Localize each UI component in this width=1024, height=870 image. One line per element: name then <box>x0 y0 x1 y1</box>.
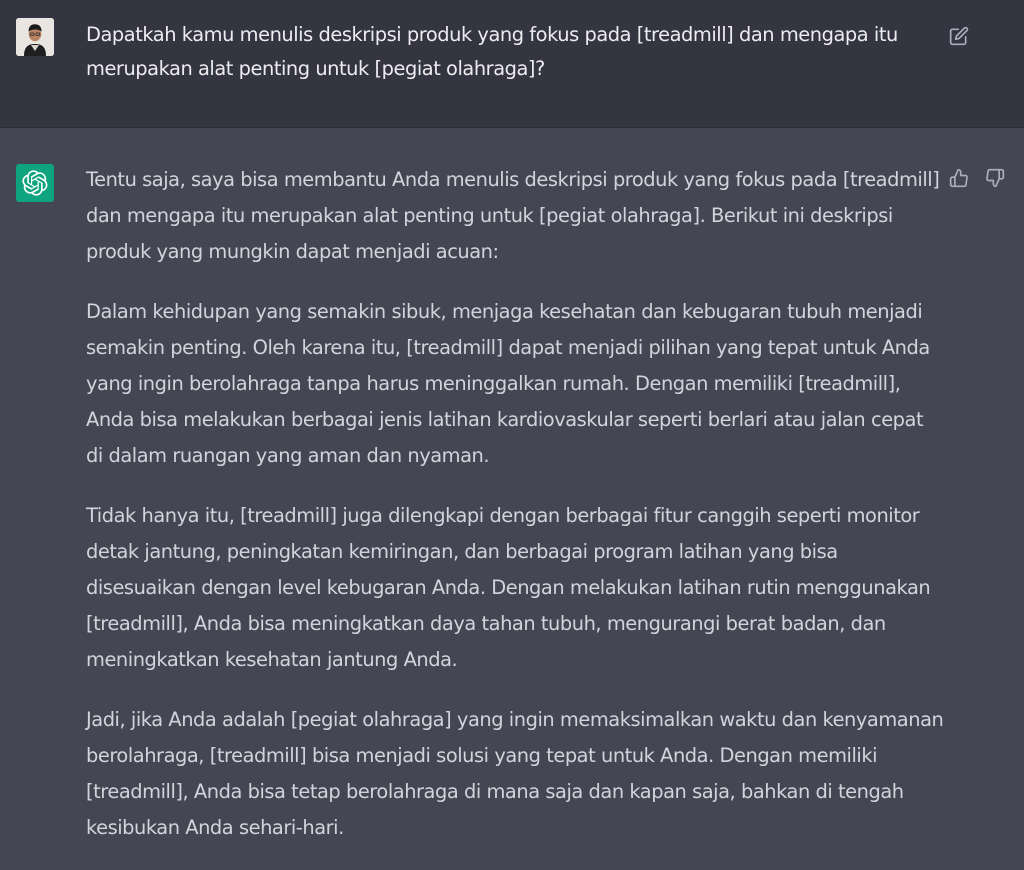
user-avatar <box>16 18 54 56</box>
thumbs-up-icon[interactable] <box>947 166 971 190</box>
assistant-avatar <box>16 164 54 202</box>
paragraph-4: Jadi, jika Anda adalah [pegiat olahraga] yang ingin memaksimalkan waktu dan kenyamanan berolahraga, [treadmill] bisa menjadi solusi yang tepat untuk Anda. Dengan memiliki [treadmill], Anda bisa tetap berolahraga di mana saja dan kapan saja, bahkan di tengah kesibukan Anda sehari-hari. <box>86 708 944 839</box>
paragraph-2: Dalam kehidupan yang semakin sibuk, menjaga kesehatan dan kebugaran tubuh menjadi semakin penting. Oleh karena itu, [treadmill] dapat menjadi pilihan yang tepat untuk Anda yang ingin berolahraga tanpa harus meninggalkan rumah. Dengan memiliki [treadmill], Anda bisa melakukan berbagai jenis latihan kardiovaskular seperti berlari atau jalan cepat di dalam ruangan yang aman dan nyaman. <box>86 300 930 467</box>
thumbs-down-icon[interactable] <box>983 166 1007 190</box>
edit-icon[interactable] <box>947 24 971 48</box>
user-message-row <box>0 0 1024 128</box>
user-message-text: Dapatkah kamu menulis deskripsi produk yang fokus pada [treadmill] dan mengapa itu merupakan alat penting untuk [pegiat olahraga]? <box>86 23 898 80</box>
assistant-message-text <box>86 162 944 870</box>
paragraph-1: Tentu saja, saya bisa membantu Anda menulis deskripsi produk yang fokus pada [treadmill] dan mengapa itu merupakan alat penting untuk [pegiat olahraga]. Berikut ini deskripsi produk yang mungkin dapat menjadi acuan: <box>86 168 940 263</box>
assistant-message-row <box>0 128 1024 856</box>
openai-logo-icon <box>22 170 48 196</box>
user-photo-icon <box>16 18 54 56</box>
paragraph-3: Tidak hanya itu, [treadmill] juga dilengkapi dengan berbagai fitur canggih seperti monitor detak jantung, peningkatan kemiringan, dan berbagai program latihan yang bisa disesuaikan dengan level kebugaran Anda. Dengan melakukan latihan rutin menggunakan [treadmill], Anda bisa meningkatkan daya tahan tubuh, mengurangi berat badan, dan meningkatkan kesehatan jantung Anda. <box>86 504 931 671</box>
